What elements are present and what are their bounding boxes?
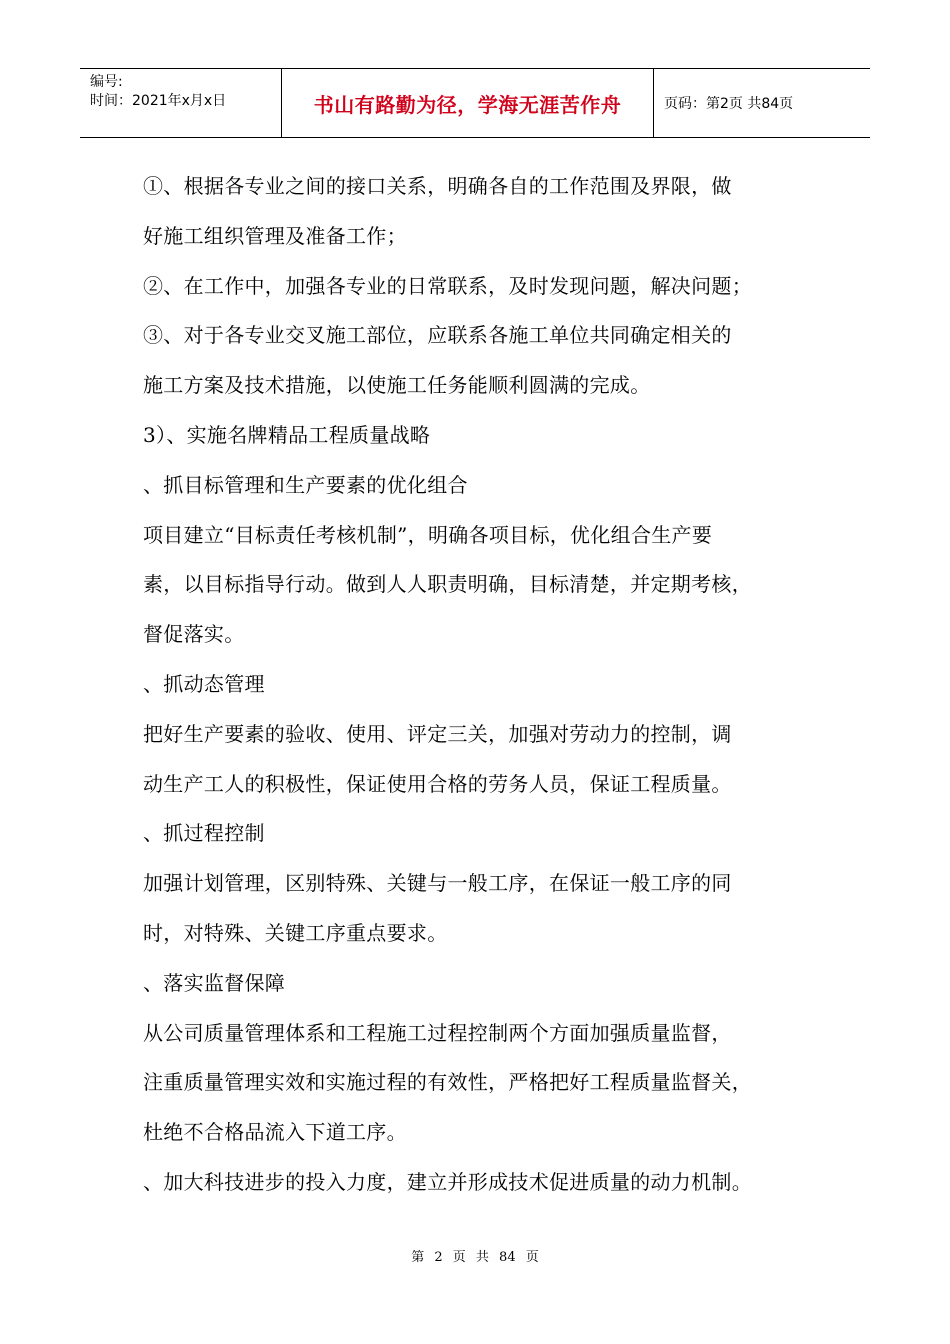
text-line: ①、根据各专业之间的接口关系，明确各自的工作范围及界限，做 bbox=[143, 174, 732, 198]
text-line: 动生产工人的积极性，保证使用合格的劳务人员，保证工程质量。 bbox=[143, 771, 732, 796]
subsection-heading: 、加大科技进步的投入力度，建立并形成技术促进质量的动力机制。 bbox=[143, 1169, 752, 1194]
text-line: 把好生产要素的验收、使用、评定三关，加强对劳动力的控制，调 bbox=[143, 721, 732, 746]
subsection-heading: 、抓过程控制 bbox=[143, 821, 265, 846]
text-line: ②、在工作中，加强各专业的日常联系，及时发现问题，解决问题； bbox=[143, 273, 752, 298]
text-line: 项目建立“目标责任考核机制”，明确各项目标，优化组合生产要 bbox=[143, 522, 713, 547]
text-line: ③、对于各专业交叉施工部位，应联系各施工单位共同确定相关的 bbox=[143, 323, 732, 348]
document-time-label: 时间：2021年x月x日 bbox=[90, 93, 227, 109]
subsection-heading: 、抓动态管理 bbox=[143, 671, 265, 696]
text-line: 加强计划管理，区别特殊、关键与一般工序，在保证一般工序的同 bbox=[143, 871, 732, 896]
text-line: 好施工组织管理及准备工作； bbox=[143, 223, 407, 248]
page-footer: 第 2 页 共 84 页 bbox=[411, 1250, 539, 1265]
subsection-heading: 、抓目标管理和生产要素的优化组合 bbox=[143, 472, 468, 497]
text-line: 素，以目标指导行动。做到人人职责明确，目标清楚，并定期考核， bbox=[143, 572, 752, 597]
text-line: 施工方案及技术措施，以使施工任务能顺利圆满的完成。 bbox=[143, 373, 651, 398]
document-number-label: 编号: bbox=[90, 74, 123, 90]
header-motto: 书山有路勤为径，学海无涯苦作舟 bbox=[282, 69, 654, 137]
text-line: 注重质量管理实效和实施过程的有效性，严格把好工程质量监督关， bbox=[143, 1070, 752, 1095]
section-heading: 3）、实施名牌精品工程质量战略 bbox=[143, 422, 431, 447]
header-page-info: 页码：第2页 共84页 bbox=[664, 96, 794, 112]
subsection-heading: 、落实监督保障 bbox=[143, 970, 286, 995]
text-line: 从公司质量管理体系和工程施工过程控制两个方面加强质量监督， bbox=[143, 1020, 732, 1045]
header-meta-cell bbox=[80, 69, 282, 137]
text-line: 杜绝不合格品流入下道工序。 bbox=[143, 1120, 407, 1145]
text-line: 时，对特殊、关键工序重点要求。 bbox=[143, 920, 448, 945]
body-text bbox=[143, 162, 823, 1208]
text-line: 督促落实。 bbox=[143, 622, 245, 647]
page-header bbox=[80, 68, 870, 138]
